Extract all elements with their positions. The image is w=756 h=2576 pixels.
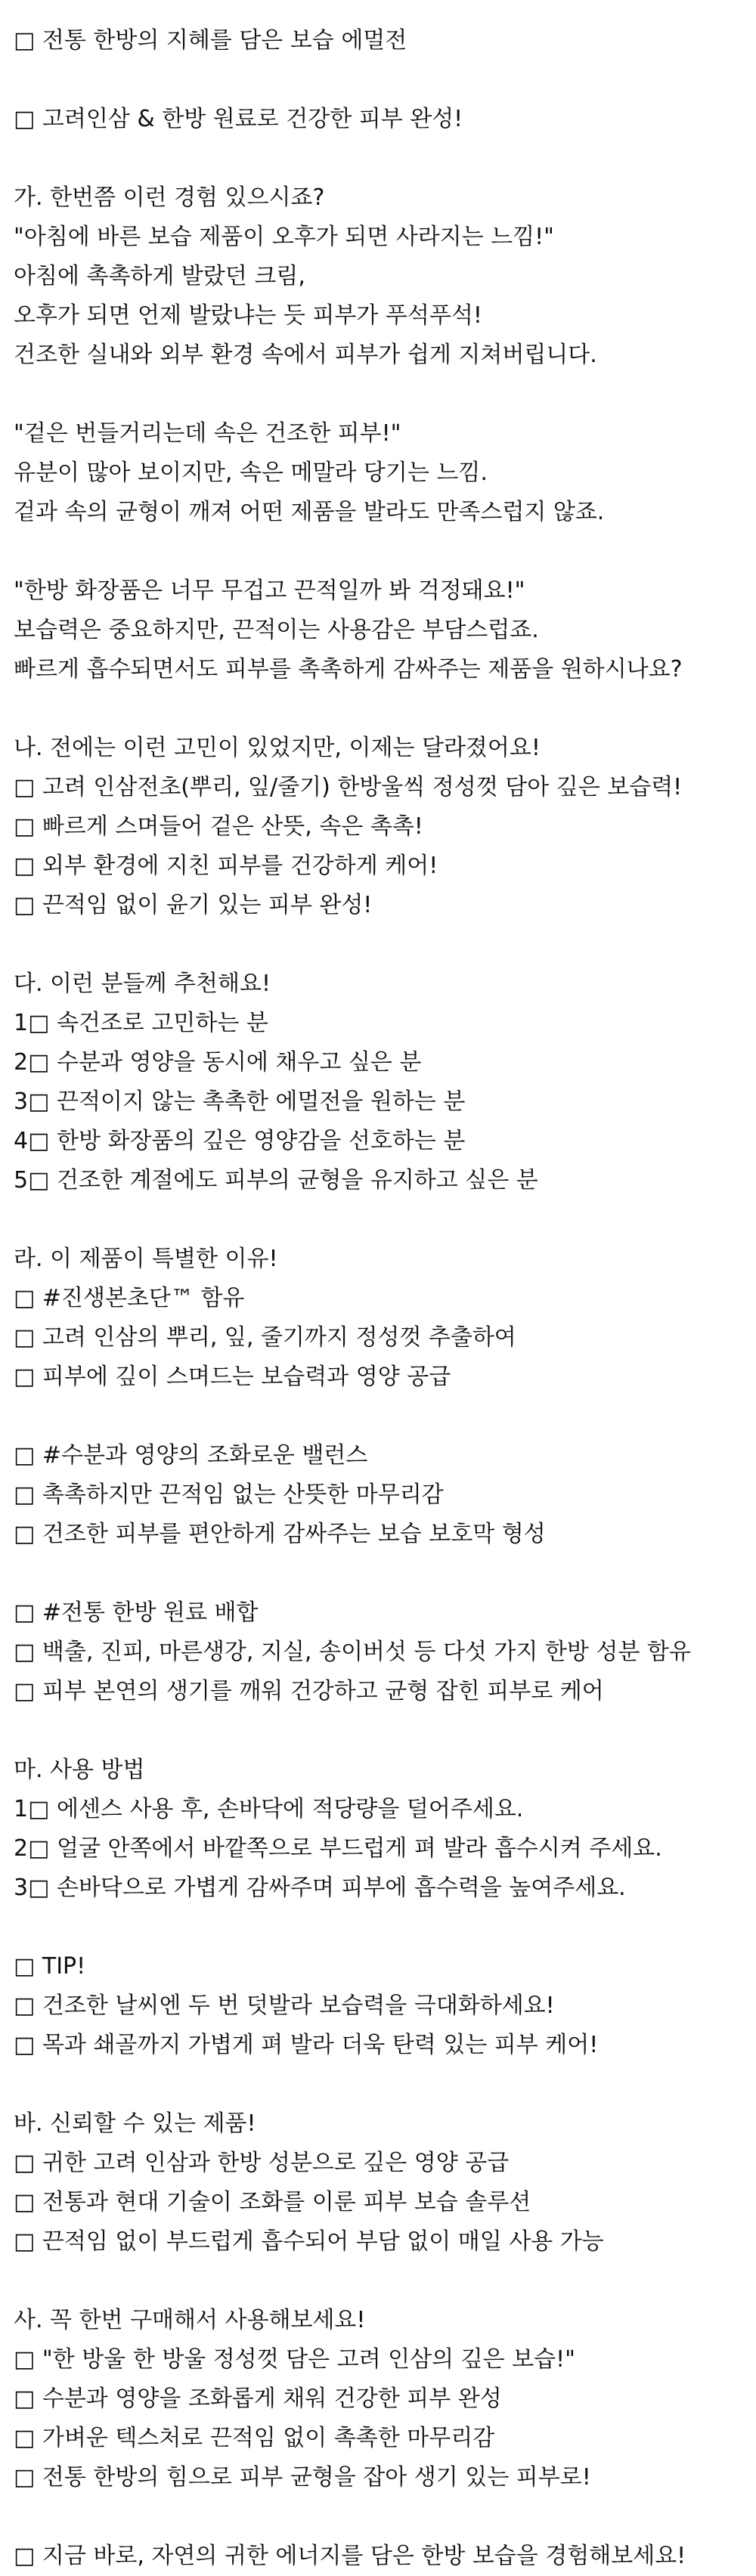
- section-ma-heading: 마. 사용 방법: [14, 1757, 145, 1783]
- section-da-item: 3□ 끈적이지 않는 촉촉한 에멀전을 원하는 분: [14, 1088, 466, 1115]
- spacer: [14, 2065, 747, 2104]
- spacer: [14, 2497, 747, 2537]
- section-sa-item: □ 전통 한방의 힘으로 피부 균형을 잡아 생기 있는 피부로!: [14, 2464, 591, 2491]
- section-da-item: 1□ 속건조로 고민하는 분: [14, 1010, 268, 1036]
- section-sa-heading: 사. 꼭 한번 구매해서 사용해보세요!: [14, 2307, 366, 2333]
- section-ma-tip-title: □ TIP!: [14, 1953, 86, 1980]
- section-na-item: □ 외부 환경에 지친 피부를 건강하게 케어!: [14, 853, 438, 879]
- spacer: [14, 60, 747, 100]
- section-sa-item: □ 수분과 영양을 조화롭게 채워 건강한 피부 완성: [14, 2386, 502, 2412]
- section-da-item: 2□ 수분과 영양을 동시에 채우고 싶은 분: [14, 1049, 422, 1076]
- section-ga-text: 아침에 촉촉하게 발랐던 크림,: [14, 263, 305, 289]
- section-da-item: 4□ 한방 화장품의 깊은 영양감을 선호하는 분: [14, 1128, 466, 1154]
- spacer: [14, 1711, 747, 1751]
- closing-line: □ 지금 바로, 자연의 귀한 에너지를 담은 한방 보습을 경험해보세요!: [14, 2543, 686, 2569]
- spacer: [14, 1554, 747, 1593]
- section-na-item: □ 끈적임 없이 윤기 있는 피부 완성!: [14, 892, 373, 918]
- section-ba-heading: 바. 신뢰할 수 있는 제품!: [14, 2110, 256, 2137]
- section-na-heading: 나. 전에는 이런 고민이 있었지만, 이제는 달라졌어요!: [14, 735, 541, 761]
- section-ra-heading: 라. 이 제품이 특별한 이유!: [14, 1246, 278, 1272]
- spacer: [14, 925, 747, 964]
- section-ga-text: 보습력은 중요하지만, 끈적이는 사용감은 부담스럽죠.: [14, 617, 539, 643]
- intro-line-2: □ 고려인삼 & 한방 원료로 건강한 피부 완성!: [14, 106, 463, 132]
- section-ga-heading: 가. 한번쯤 이런 경험 있으시죠?: [14, 184, 325, 211]
- section-ga-text: 유분이 많아 보이지만, 속은 메말라 당기는 느낌.: [14, 460, 488, 486]
- section-ma-tip: □ 목과 쇄골까지 가볍게 펴 발라 더욱 탄력 있는 피부 케어!: [14, 2032, 599, 2058]
- intro-line-1: □ 전통 한방의 지혜를 담은 보습 에멀전: [14, 27, 407, 54]
- spacer: [14, 375, 747, 414]
- section-ra-item: □ 피부에 깊이 스며드는 보습력과 영양 공급: [14, 1364, 451, 1390]
- product-description: [14, 0, 747, 2576]
- section-ra-item: □ 고려 인삼의 뿌리, 잎, 줄기까지 정성껏 추출하여: [14, 1324, 516, 1351]
- section-ra-item: □ 건조한 피부를 편안하게 감싸주는 보습 보호막 형성: [14, 1521, 546, 1547]
- section-ma-item: 3□ 손바닥으로 가볍게 감싸주며 피부에 흡수력을 높여주세요.: [14, 1875, 626, 1901]
- section-ga-text: "한방 화장품은 너무 무겁고 끈적일까 봐 걱정돼요!": [14, 577, 525, 604]
- section-sa-item: □ "한 방울 한 방울 정성껏 담은 고려 인삼의 깊은 보습!": [14, 2346, 575, 2373]
- section-ra-item: □ #전통 한방 원료 배합: [14, 1599, 259, 1626]
- spacer: [14, 689, 747, 729]
- section-ba-item: □ 귀한 고려 인삼과 한방 성분으로 깊은 영양 공급: [14, 2150, 510, 2176]
- section-ba-item: □ 끈적임 없이 부드럽게 흡수되어 부담 없이 매일 사용 가능: [14, 2228, 604, 2255]
- spacer: [14, 532, 747, 571]
- spacer: [14, 139, 747, 178]
- section-ga-text: 겉과 속의 균형이 깨져 어떤 제품을 발라도 만족스럽지 않죠.: [14, 499, 605, 525]
- section-ma-item: 1□ 에센스 사용 후, 손바닥에 적당량을 덜어주세요.: [14, 1796, 524, 1822]
- section-ga-text: 빠르게 흡수되면서도 피부를 촉촉하게 감싸주는 제품을 원하시나요?: [14, 656, 683, 683]
- section-ra-item: □ 백출, 진피, 마른생강, 지실, 송이버섯 등 다섯 가지 한방 성분 함유: [14, 1639, 691, 1665]
- section-ra-item: □ 촉촉하지만 끈적임 없는 산뜻한 마무리감: [14, 1482, 444, 1508]
- section-ra-item: □ 피부 본연의 생기를 깨워 건강하고 균형 잡힌 피부로 케어: [14, 1678, 604, 1704]
- section-ra-item: □ #수분과 영양의 조화로운 밸런스: [14, 1442, 368, 1469]
- spacer: [14, 1397, 747, 1436]
- section-ga-text: "겉은 번들거리는데 속은 건조한 피부!": [14, 420, 401, 447]
- section-ra-item: □ #진생본초단™ 함유: [14, 1285, 245, 1311]
- spacer: [14, 1908, 747, 1947]
- section-ga-text: 오후가 되면 언제 발랐냐는 듯 피부가 푸석푸석!: [14, 302, 482, 329]
- section-da-heading: 다. 이런 분들께 추천해요!: [14, 971, 271, 997]
- section-ba-item: □ 전통과 현대 기술이 조화를 이룬 피부 보습 솔루션: [14, 2189, 531, 2215]
- spacer: [14, 2262, 747, 2301]
- section-da-item: 5□ 건조한 계절에도 피부의 균형을 유지하고 싶은 분: [14, 1167, 538, 1194]
- section-ma-item: 2□ 얼굴 안쪽에서 바깥쪽으로 부드럽게 펴 발라 흡수시켜 주세요.: [14, 1835, 662, 1862]
- section-ga-text: "아침에 바른 보습 제품이 오후가 되면 사라지는 느낌!": [14, 224, 554, 250]
- section-ga-text: 건조한 실내와 외부 환경 속에서 피부가 쉽게 지쳐버립니다.: [14, 342, 597, 368]
- top-spacing: [14, 0, 747, 21]
- section-ma-tip: □ 건조한 날씨엔 두 번 덧발라 보습력을 극대화하세요!: [14, 1992, 555, 2019]
- section-na-item: □ 고려 인삼전초(뿌리, 잎/줄기) 한방울씩 정성껏 담아 깊은 보습력!: [14, 774, 683, 800]
- spacer: [14, 1200, 747, 1240]
- section-na-item: □ 빠르게 스며들어 겉은 산뜻, 속은 촉촉!: [14, 813, 423, 840]
- section-sa-item: □ 가벼운 텍스처로 끈적임 없이 촉촉한 마무리감: [14, 2425, 495, 2451]
